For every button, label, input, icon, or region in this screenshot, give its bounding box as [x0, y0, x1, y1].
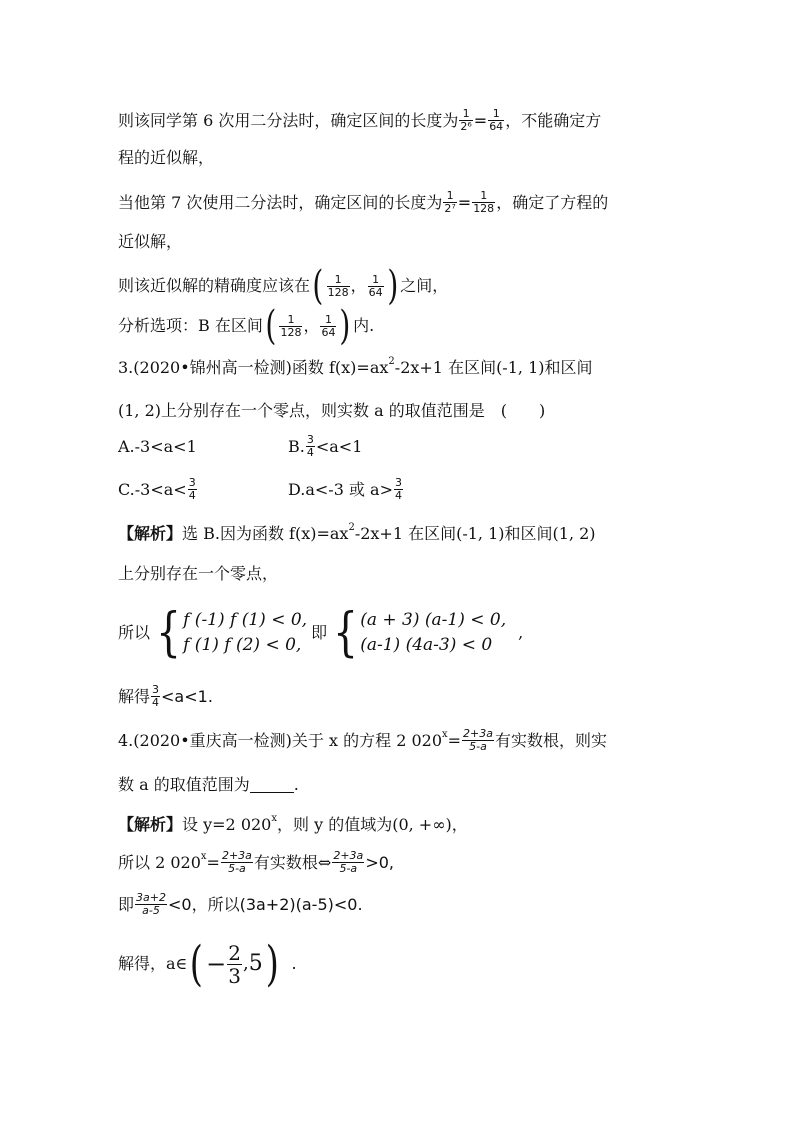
left-paren: ( — [312, 263, 324, 309]
option-c: C.-3<a< $\frac{3}{4}$ — [118, 476, 196, 502]
solution-3: 解得 $\frac{3}{4}$ <a<1. — [118, 683, 213, 709]
option-d: D.a<-3 或 a> $\frac{3}{4}$ — [288, 476, 402, 502]
fraction: $\frac{1}{64}$ — [368, 272, 383, 299]
question-4-line2: 数 a 的取值范围为 . — [118, 774, 299, 794]
option-row — [118, 477, 404, 502]
fraction: $\frac{1}{\text{2⁶}}$ — [460, 107, 472, 133]
analysis-3: 【解析】 选 B.因为函数 f(x)=ax 2 -2x+1 在区间(-1, 1)和区间(1, 2) — [118, 522, 596, 543]
text-line: 则该同学第 6 次用二分法时，确定区间的长度为 $\frac{1}{\text{2⁶}}$ = $\frac{1}{64}$ ，不能确定方 — [118, 107, 602, 133]
text: 程的近似解， — [118, 148, 215, 167]
analysis-tag: 【解析】 — [118, 524, 183, 543]
system-left: { f (-1) f (1) < 0, f (1) f (2) < 0, — [156, 603, 308, 663]
fraction: $\frac{1}{128}$ — [327, 272, 349, 299]
answer-blank[interactable] — [250, 776, 294, 793]
text: 内. — [353, 316, 375, 335]
left-paren: ( — [265, 303, 277, 349]
analysis-4-line2: 所以 2 020 x = $\frac{2+3a}{5-a}$ 有实数根⇔ $\frac{2+3a}{5-a}$ >0, — [118, 849, 394, 875]
fraction: $\frac{1}{128}$ — [473, 189, 495, 215]
right-paren: ) — [339, 303, 351, 349]
right-paren: ) — [386, 263, 398, 309]
analysis-3-line2: 上分别存在一个零点， — [118, 564, 279, 583]
fraction: $\frac{1}{128}$ — [280, 312, 302, 339]
right-paren: ) — [265, 936, 279, 992]
text-line — [118, 234, 182, 250]
option-b: B. $\frac{3}{4}$ <a<1 — [288, 433, 363, 459]
question-4: 4.(2020•重庆高一检测)关于 x 的方程 2 020 x = $\frac{2+3a}{5-a}$ 有实数根，则实 — [118, 727, 608, 753]
text: 之间， — [400, 276, 449, 295]
analysis-tag: 【解析】 — [118, 815, 183, 834]
text: 近似解， — [118, 232, 183, 251]
text-line: 当他第 7 次使用二分法时，确定区间的长度为 $\frac{1}{\text{2⁷}}$ = $\frac{1}{128}$ ，确定了方程的 — [118, 189, 609, 215]
text: 则该同学第 6 次用二分法时，确定区间的长度为 — [118, 110, 459, 130]
question-3-line2: (1, 2)上分别存在一个零点，则实数 a 的取值范围是 ( ) — [118, 401, 546, 420]
fraction: $\frac{1}{\text{2⁷}}$ — [444, 189, 456, 215]
text: ，不能确定方 — [505, 110, 602, 130]
text: 当他第 7 次使用二分法时，确定区间的长度为 — [118, 192, 443, 212]
option-a: A.-3<a<1 — [118, 436, 197, 456]
analysis-4-line3: 即 $\frac{3a+2}{a-5}$ <0，所以(3a+2)(a-5)<0. — [118, 891, 363, 917]
text: ，确定了方程的 — [496, 192, 609, 212]
fraction: $\frac{1}{64}$ — [489, 107, 504, 133]
inequality-system: 所以 { f (-1) f (1) < 0, f (1) f (2) < 0, 即 { (a + 3) (a-1) < 0, (a-1) (4a-3) < 0 , — [118, 603, 524, 663]
text: 分析选项：B 在区间 — [118, 316, 263, 335]
fraction: $\frac{1}{64}$ — [321, 312, 336, 339]
text-line: 分析选项：B 在区间 ( $\frac{1}{128}$ ， $\frac{1}{64}$ ) 内. — [118, 303, 375, 349]
analysis-4: 【解析】 设 y=2 020 x ，则 y 的值域为(0, +∞)， — [118, 813, 468, 834]
analysis-4-line4: 解得，a∈ ( − $\frac{2}{3}$ , 5 ) . — [118, 936, 297, 992]
system-right: { (a + 3) (a-1) < 0, (a-1) (4a-3) < 0 — [333, 603, 507, 663]
option-row — [118, 434, 362, 459]
left-paren: ( — [190, 936, 204, 992]
question-3: 3.(2020•锦州高一检测)函数 f(x)=ax 2 -2x+1 在区间(-1, 1)和区间 — [118, 356, 593, 377]
text-line — [118, 150, 214, 166]
text-line: 则该近似解的精确度应该在 ( $\frac{1}{128}$ ， $\frac{1}{64}$ ) 之间， — [118, 263, 449, 309]
text: 则该近似解的精确度应该在 — [118, 276, 311, 295]
